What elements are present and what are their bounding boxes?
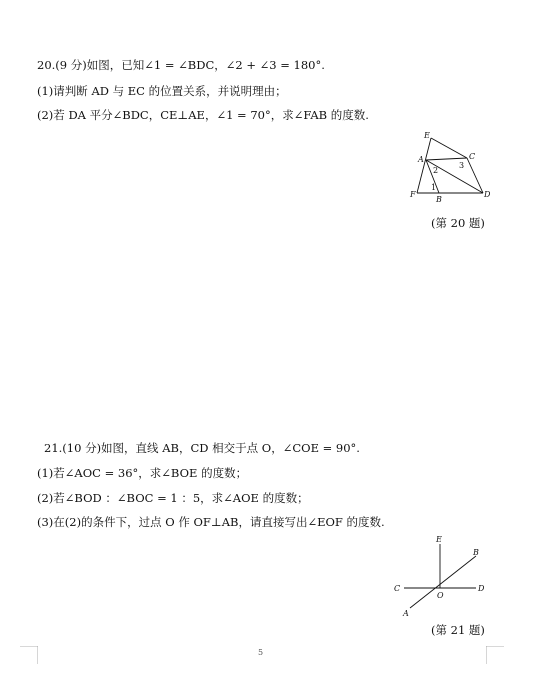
q21-label-c: C	[394, 584, 401, 593]
q20-title: 20.(9 分)如图，已知∠1 = ∠BDC，∠2 + ∠3 = 180°.	[37, 58, 325, 72]
q20-label-1: 1	[431, 183, 437, 192]
q21-label-b: B	[473, 548, 479, 557]
q21-title: 21.(10 分)如图，直线 AB，CD 相交于点 O，∠COE = 90°.	[44, 441, 360, 455]
q20-label-2: 2	[433, 166, 439, 175]
q21-label-d: D	[478, 584, 485, 593]
q20-label-f: F	[410, 190, 416, 199]
q20-line-ef	[417, 138, 431, 193]
corner-mark-right	[486, 646, 504, 664]
q20-label-b: B	[436, 195, 442, 204]
q20-part2: (2)若 DA 平分∠BDC，CE⊥AE，∠1 = 70°，求∠FAB 的度数.	[37, 108, 369, 122]
q21-label-a: A	[403, 609, 409, 618]
q21-part3: (3)在(2)的条件下，过点 O 作 OF⊥AB，请直接写出∠EOF 的度数.	[37, 515, 385, 529]
q20-label-a: A	[418, 155, 424, 164]
q20-label-d: D	[484, 190, 491, 199]
q20-label-e: E	[424, 131, 430, 140]
page-number: 5	[258, 648, 264, 657]
q21-label-e: E	[436, 535, 442, 544]
q21-line-ab	[410, 556, 476, 608]
q21-caption: (第 21 题)	[431, 623, 485, 637]
q21-part1: (1)若∠AOC = 36°，求∠BOE 的度数；	[37, 466, 248, 480]
q21-figure	[390, 532, 490, 622]
q20-line-ec	[431, 138, 467, 158]
q20-figure	[405, 128, 495, 208]
q20-line-ac	[426, 158, 467, 160]
q20-label-c: C	[469, 152, 476, 161]
corner-mark-left	[20, 646, 38, 664]
q20-caption: (第 20 题)	[431, 216, 485, 230]
q21-label-o: O	[437, 591, 444, 600]
q20-line-cd	[467, 158, 483, 193]
q21-part2: (2)若∠BOD ：∠BOC = 1 ：5，求∠AOE 的度数；	[37, 491, 309, 505]
q20-label-3: 3	[459, 161, 465, 170]
q20-part1: (1)请判断 AD 与 EC 的位置关系，并说明理由；	[37, 84, 287, 98]
